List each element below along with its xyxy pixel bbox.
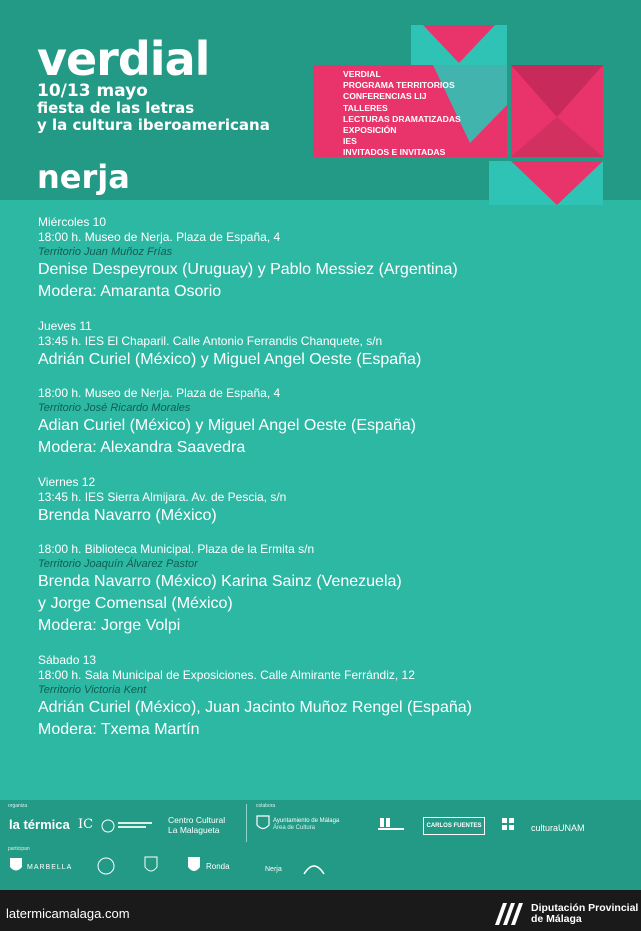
menu-item[interactable]: IES: [343, 136, 357, 147]
institution-seal-icon: [100, 818, 154, 834]
ronda-logo[interactable]: Ronda: [206, 862, 230, 871]
participan-label: participan: [8, 846, 30, 852]
ic-logo[interactable]: IC: [78, 817, 94, 832]
event-block: [38, 214, 628, 303]
menu-item[interactable]: INVITADOS E INVITADAS: [343, 147, 446, 158]
festival-dates: 10/13 mayo: [37, 81, 148, 101]
coat-of-arms-icon: [143, 854, 159, 876]
diputacion-logo[interactable]: Diputación Provincial de Málaga: [531, 902, 639, 925]
event-block: [38, 542, 628, 637]
event-moderator: Modera: Txema Martín: [38, 721, 200, 738]
event-guests: y Jorge Comensal (México): [38, 595, 233, 612]
event-guests: Brenda Navarro (México): [38, 507, 217, 524]
ronda-emblem-icon: [186, 854, 202, 876]
event-venue: 18:00 h. Sala Municipal de Exposiciones. Calle Almirante Ferrándiz, 12: [38, 668, 415, 682]
event-territory: Territorio José Ricardo Morales: [38, 402, 191, 414]
event-day: Jueves 11: [38, 319, 92, 333]
municipal-seal-icon: [95, 856, 117, 876]
event-moderator: Modera: Alexandra Saavedra: [38, 439, 246, 456]
malaga-shield-icon: [256, 815, 270, 833]
website-link[interactable]: latermicamalaga.com: [6, 906, 130, 921]
event-guests: Denise Despeyroux (Uruguay) y Pablo Messiez (Argentina): [38, 261, 458, 278]
carlos-fuentes-logo[interactable]: CARLOS FUENTES: [423, 817, 485, 835]
menu-item[interactable]: TALLERES: [343, 102, 388, 113]
town-name: nerja: [37, 158, 130, 196]
sponsor-divider: [246, 804, 247, 842]
event-territory: Territorio Juan Muñoz Frías: [38, 246, 173, 258]
menu-item[interactable]: VERDIAL: [343, 69, 381, 79]
university-logo-icon: [378, 816, 404, 832]
centro-cultural-logo[interactable]: Centro Cultural La Malagueta: [168, 815, 226, 835]
event-day: Sábado 13: [38, 653, 97, 667]
event-day: Miércoles 10: [38, 215, 107, 229]
nerja-logo[interactable]: Nerja: [265, 866, 282, 873]
grid-emblem-icon: [500, 816, 516, 832]
colabora-label: colabora: [256, 803, 276, 809]
event-venue: 18:00 h. Biblioteca Municipal. Plaza de la Ermita s/n: [38, 542, 315, 556]
ayuntamiento-logo[interactable]: Ayuntamiento de Málaga Área de Cultura: [273, 818, 340, 831]
cueva-nerja-icon: [302, 858, 326, 876]
festival-subtitle: fiesta de las letras y la cultura iberoamericana: [37, 99, 270, 134]
diputacion-logo-icon: [495, 903, 523, 925]
program-menu: [343, 69, 461, 159]
event-venue: 18:00 h. Museo de Nerja. Plaza de España, 4: [38, 230, 281, 244]
event-venue: 13:45 h. IES El Chaparil. Calle Antonio Ferrandis Chanquete, s/n: [38, 334, 383, 348]
program-list: [38, 214, 628, 756]
festival-title: verdial: [37, 32, 210, 86]
la-termica-logo[interactable]: la térmica: [9, 817, 70, 832]
event-venue: 13:45 h. IES Sierra Almijara. Av. de Pescia, s/n: [38, 490, 287, 504]
event-guests: Brenda Navarro (México) Karina Sainz (Venezuela): [38, 573, 402, 590]
event-block: [38, 386, 628, 459]
menu-item[interactable]: PROGRAMA TERRITORIOS: [343, 80, 455, 91]
sponsors-band: [0, 800, 641, 890]
event-territory: Territorio Victoria Kent: [38, 684, 147, 696]
event-territory: Territorio Joaquín Álvarez Pastor: [38, 558, 198, 570]
event-day: Viernes 12: [38, 475, 96, 489]
event-venue: 18:00 h. Museo de Nerja. Plaza de España, 4: [38, 386, 281, 400]
menu-item[interactable]: CONFERENCIAS LIJ: [343, 91, 427, 102]
menu-item[interactable]: EXPOSICIÓN: [343, 125, 397, 136]
marbella-logo[interactable]: MARBELLA: [27, 864, 73, 871]
event-block: [38, 318, 628, 371]
cultura-unam-logo[interactable]: culturaUNAM: [531, 823, 585, 833]
organiza-label: organiza: [8, 803, 28, 809]
event-guests: Adian Curiel (México) y Miguel Angel Oeste (España): [38, 417, 416, 434]
event-block: [38, 474, 628, 527]
event-moderator: Modera: Amaranta Osorio: [38, 283, 222, 300]
marbella-shield-icon: [9, 857, 23, 875]
event-moderator: Modera: Jorge Volpi: [38, 617, 181, 634]
event-guests: Adrián Curiel (México) y Miguel Angel Oeste (España): [38, 351, 422, 368]
menu-item[interactable]: LECTURAS DRAMATIZADAS: [343, 113, 461, 124]
event-guests: Adrián Curiel (México), Juan Jacinto Muñoz Rengel (España): [38, 699, 472, 716]
event-block: [38, 652, 628, 741]
